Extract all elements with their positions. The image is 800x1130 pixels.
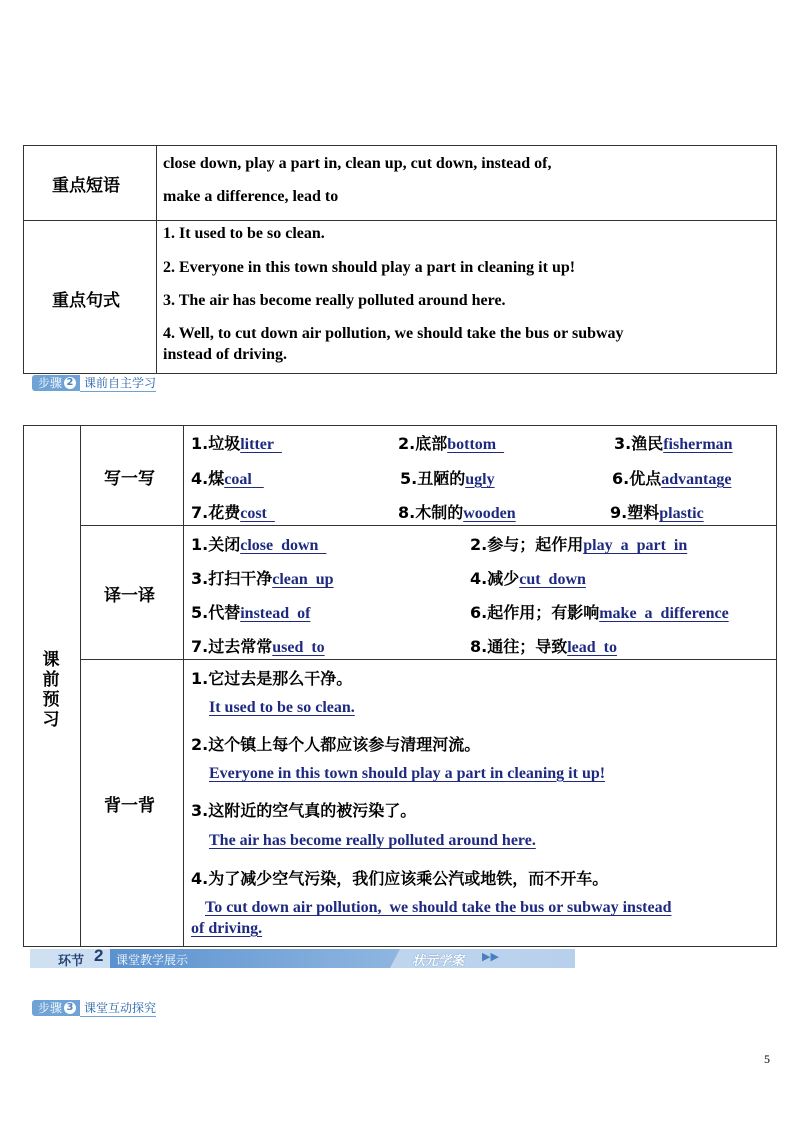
translate-item-5: 5.代替instead of [191, 603, 311, 622]
banner-brand: 状元学案 [412, 954, 465, 969]
recite-item-1-cn: 1.它过去是那么干净。 [191, 669, 353, 688]
step-3-title: 课堂互动探究 [80, 999, 156, 1017]
translate-label: 译一译 [104, 586, 155, 606]
recite-item-4-en: To cut down air pollution, we should take the bus or subway instead [205, 899, 672, 916]
key-sentence-4: 4. Well, to cut down air pollution, we should take the bus or subway [163, 325, 624, 342]
step-2-heading: 步骤 2 课前自主学习 [32, 375, 156, 391]
recite-label: 背一背 [104, 796, 155, 816]
key-phrases-line-1: close down, play a part in, clean up, cut down, instead of, [163, 155, 552, 172]
step-2-title: 课前自主学习 [80, 374, 156, 392]
translate-item-6: 6.起作用；有影响make a difference [470, 603, 729, 622]
double-arrow-icon: ▶▶ [482, 951, 499, 963]
key-sentence-3: 3. The air has become really polluted around here. [163, 292, 506, 309]
key-sentence-1: 1. It used to be so clean. [163, 225, 325, 242]
write-item-6: 6.优点advantage [612, 469, 732, 488]
key-sentence-4-cont: instead of driving. [163, 346, 288, 363]
translate-item-2: 2.参与；起作用play a part in [470, 535, 688, 554]
recite-item-2-en: Everyone in this town should play a part in cleaning it up! [209, 765, 606, 782]
page-number: 5 [764, 1052, 770, 1066]
translate-item-1: 1.关闭close down [191, 535, 319, 554]
write-item-4: 4.煤coal [191, 469, 252, 488]
translate-item-8: 8.通往；导致lead to [470, 637, 617, 656]
write-item-3: 3.渔民fisherman [614, 434, 733, 453]
write-item-2: 2.底部bottom [398, 434, 497, 453]
key-phrases-line-2: make a difference, lead to [163, 188, 339, 205]
write-item-5: 5.丑陋的ugly [400, 469, 495, 488]
write-label: 写一写 [104, 469, 155, 489]
banner-label: 环节 [58, 954, 85, 969]
recite-item-3-cn: 3.这附近的空气真的被污染了。 [191, 801, 417, 820]
preview-side-label: 课前预习 [42, 650, 60, 730]
key-sentence-2: 2. Everyone in this town should play a part in cleaning it up! [163, 259, 576, 276]
recite-item-3-en: The air has become really polluted around here. [209, 832, 536, 849]
banner-number: 2 [94, 946, 104, 965]
recite-item-2-cn: 2.这个镇上每个人都应该参与清理河流。 [191, 735, 481, 754]
translate-item-4: 4.减少cut down [470, 569, 586, 588]
section-banner [30, 946, 575, 969]
banner-title: 课堂教学展示 [116, 953, 189, 967]
recite-item-4-en-cont: of driving. [191, 920, 263, 937]
recite-item-1-en: It used to be so clean. [209, 699, 355, 716]
write-item-1: 1.垃圾litter [191, 434, 274, 453]
key-sentences-label: 重点句式 [52, 291, 120, 311]
write-item-9: 9.塑料plastic [610, 503, 704, 522]
recite-item-4-cn: 4.为了减少空气污染，我们应该乘公汽或地铁，而不开车。 [191, 869, 609, 888]
step-3-heading: 步骤 3 课堂互动探究 [32, 1000, 156, 1016]
translate-item-3: 3.打扫干净clean up [191, 569, 334, 588]
write-item-8: 8.木制的wooden [398, 503, 516, 522]
key-phrases-label: 重点短语 [52, 176, 120, 196]
write-item-7: 7.花费cost [191, 503, 267, 522]
translate-item-7: 7.过去常常used to [191, 637, 325, 656]
